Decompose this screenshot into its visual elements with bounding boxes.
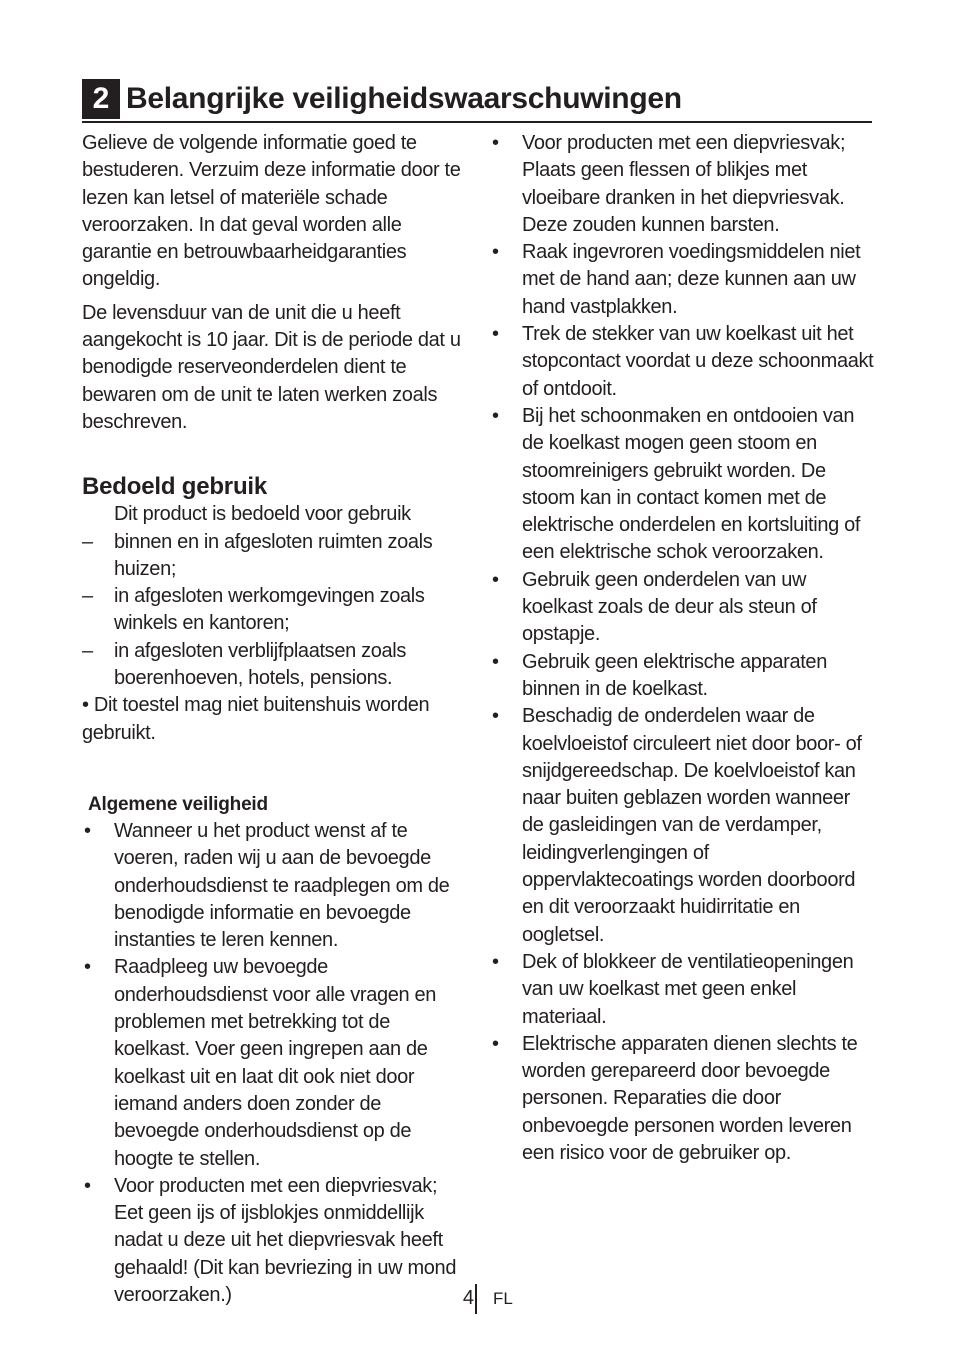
chapter-header	[82, 79, 872, 123]
list-item	[490, 949, 874, 1031]
list-item	[490, 567, 874, 649]
safety-list-left	[82, 818, 466, 1309]
list-item	[490, 239, 874, 321]
list-item	[82, 583, 466, 638]
list-item	[82, 1173, 466, 1309]
page-number: 4	[462, 1287, 474, 1309]
list-item-text: Raak ingevroren voedingsmiddelen niet met de hand aan; deze kunnen aan uw hand vastplakken.	[522, 241, 861, 318]
list-item-text: Voor producten met een diepvriesvak; Plaats geen flessen of blikjes met vloeibare dranken in het diepvriesvak. Deze zouden kunnen barsten.	[522, 132, 846, 236]
chapter-title: Belangrijke veiligheidswaarschuwingen	[126, 82, 682, 115]
chapter-number: 2	[82, 79, 120, 119]
dash-marker: –	[82, 530, 93, 553]
right-column	[490, 130, 874, 1167]
list-item-text: Bij het schoonmaken en ontdooien van de koelkast mogen geen stoom en stoomreinigers gebruikt worden. De stoom kan in contact komen met de elektrische onderdelen en kortsluiting of een elektrische schok veroorzaken.	[522, 404, 861, 564]
list-item	[82, 638, 466, 693]
list-item-text: Wanneer u het product wenst af te voeren, raden wij u aan de bevoegde onderhoudsdienst te raadplegen om de benodigde informatie en bevoegde instanties te leren kennen.	[114, 819, 450, 952]
list-item-text: Gebruik geen elektrische apparaten binnen in de koelkast.	[522, 650, 827, 700]
list-item-text: Dek of blokkeer de ventilatieopeningen van uw koelkast met geen enkel materiaal.	[522, 950, 854, 1028]
list-item	[82, 818, 466, 954]
bullet-marker: •	[492, 950, 499, 973]
list-item-text: in afgesloten werkomgevingen zoals winkels en kantoren;	[114, 585, 425, 635]
footer-divider	[475, 1284, 477, 1314]
bullet-marker: •	[492, 323, 499, 346]
intended-use-lead: Dit product is bedoeld voor gebruik	[114, 503, 411, 526]
list-item-text: Beschadig de onderdelen waar de koelvloeistof circuleert niet door boor- of snijdgereedschap. De koelvloeistof kan naar buiten geblazen worden wanneer de gasleidingen van de verdamper, leidingverlengingen of oppervlaktecoatings worden doorboord en dit veroorzaakt huidirritatie en oogletsel.	[522, 705, 862, 946]
list-item	[490, 403, 874, 567]
list-item-text: Voor producten met een diepvriesvak; Eet geen ijs of ijsblokjes onmiddellijk nadat u deze uit het diepvriesvak heeft gehaald! (Dit kan bevriezing in uw mond veroorzaken.)	[114, 1174, 457, 1306]
list-item	[490, 321, 874, 403]
bullet-marker: •	[492, 1032, 499, 1055]
list-item	[82, 954, 466, 1172]
bullet-marker: •	[84, 819, 91, 842]
bullet-marker: •	[492, 132, 499, 154]
list-item	[82, 529, 466, 584]
list-item-text: Gebruik geen onderdelen van uw koelkast zoals de deur als steun of opstapje.	[522, 568, 817, 646]
bullet-marker: •	[84, 956, 91, 979]
bullet-marker: •	[492, 568, 499, 591]
outdoor-use-note: • Dit toestel mag niet buitenshuis worden gebruikt.	[82, 694, 430, 744]
intro-paragraph-1: Gelieve de volgende informatie goed te bestuderen. Verzuim deze informatie door te lezen kan letsel of materiële schade veroorzaken. In dat geval worden alle garantie en betrouwbaarheidgaranties ongeldig.	[82, 132, 461, 291]
list-item	[490, 1031, 874, 1167]
dash-marker: –	[82, 639, 93, 662]
bullet-marker: •	[492, 241, 499, 264]
list-item-text: Elektrische apparaten dienen slechts te worden gerepareerd door bevoegde personen. Reparaties die door onbevoegde personen worden leveren een risico voor de gebruiker op.	[522, 1032, 858, 1164]
list-item-text: in afgesloten verblijfplaatsen zoals boerenhoeven, hotels, pensions.	[114, 639, 407, 690]
bullet-marker: •	[84, 1174, 91, 1197]
page-footer	[430, 1284, 530, 1314]
intended-use-heading: Bedoeld gebruik	[82, 473, 268, 501]
list-item-text: Raadpleeg uw bevoegde onderhoudsdienst voor alle vragen en problemen met betrekking tot de koelkast. Voer geen ingrepen aan de koelkast uit en laat dit ook niet door iemand anders doen zonder de bevoegde onderhoudsdienst op de hoogte te stellen.	[114, 956, 437, 1170]
bullet-marker: •	[492, 404, 499, 427]
list-item-text: Trek de stekker van uw koelkast uit het stopcontact voordat u deze schoonmaakt of ontdooit.	[522, 323, 874, 400]
intended-use-list	[82, 529, 466, 693]
language-code: FL	[493, 1289, 513, 1308]
bullet-marker: •	[492, 705, 499, 728]
list-item	[490, 649, 874, 704]
dash-marker: –	[82, 585, 93, 608]
list-item	[490, 703, 874, 949]
safety-list-right	[490, 130, 874, 1167]
bullet-marker: •	[492, 650, 499, 673]
general-safety-heading: Algemene veiligheid	[88, 793, 268, 815]
left-column	[82, 130, 466, 1309]
intro-paragraph-2: De levensduur van de unit die u heeft aangekocht is 10 jaar. Dit is de periode dat u benodigde reserveonderdelen dient te bewaren om de unit te laten werken zoals beschreven.	[82, 301, 461, 433]
list-item	[490, 130, 874, 239]
list-item-text: binnen en in afgesloten ruimten zoals huizen;	[114, 530, 433, 580]
